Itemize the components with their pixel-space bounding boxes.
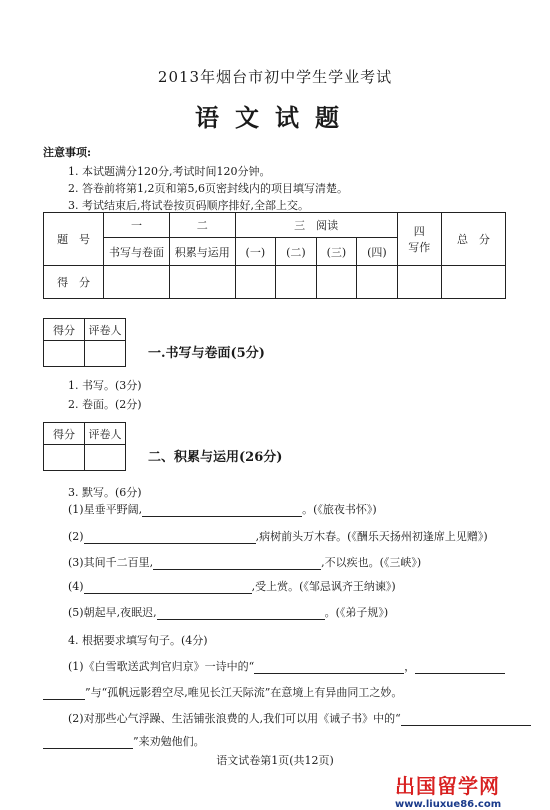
- col1-name: 书写与卷面: [104, 238, 170, 266]
- section1-item: 2. 卷面。(2分): [68, 398, 142, 411]
- answer-blank[interactable]: [401, 712, 531, 726]
- grader-name-label: 评卷人: [85, 423, 126, 445]
- q4-2-line2: ”来劝勉他们。: [43, 733, 205, 749]
- col4-name: 写作: [408, 241, 431, 254]
- score-cell[interactable]: [104, 266, 170, 299]
- section1-title: 一.书写与卷面(5分): [148, 346, 265, 361]
- grader-name-label: 评卷人: [85, 319, 126, 341]
- grader-score-label: 得分: [44, 423, 85, 445]
- grader-name-cell[interactable]: [85, 445, 126, 471]
- col3-head: 三 阅读: [235, 213, 397, 238]
- score-cell[interactable]: [169, 266, 235, 299]
- note-item: 1. 本试题满分120分,考试时间120分钟。: [68, 165, 271, 178]
- section1-item: 1. 书写。(3分): [68, 379, 142, 392]
- exam-title: 2013年烟台市初中学生学业考试: [157, 68, 393, 86]
- col5-head: 总 分: [441, 213, 505, 266]
- notes-heading: 注意事项:: [43, 146, 92, 159]
- col2-num: 二: [169, 213, 235, 238]
- subject-title: 语文试题: [195, 103, 355, 132]
- score-cell[interactable]: [276, 266, 317, 299]
- score-cell[interactable]: [316, 266, 357, 299]
- grader-score-label: 得分: [44, 319, 85, 341]
- grader-score-cell[interactable]: [44, 445, 85, 471]
- grader-name-cell[interactable]: [85, 341, 126, 367]
- col4-head: [397, 213, 441, 266]
- answer-blank[interactable]: [254, 660, 404, 674]
- question-4: 4. 根据要求填写句子。(4分): [68, 634, 208, 647]
- col3-sub: (二): [276, 238, 317, 266]
- col1-num: 一: [104, 213, 170, 238]
- answer-blank[interactable]: [84, 580, 252, 594]
- recite-item-2: (2) ,病树前头万木春。(《酬乐天扬州初逢席上见赠》): [68, 530, 488, 543]
- site-watermark: [395, 770, 545, 810]
- row-score-label: 得 分: [44, 266, 104, 299]
- col3-sub: (四): [357, 238, 398, 266]
- answer-blank[interactable]: [43, 735, 133, 749]
- answer-blank[interactable]: [153, 556, 321, 570]
- answer-blank[interactable]: [84, 530, 256, 544]
- col-title: 题 号: [44, 213, 104, 266]
- score-table: [43, 212, 506, 299]
- answer-blank[interactable]: [415, 660, 505, 674]
- watermark-text: 出国留学网: [395, 774, 500, 798]
- question-3: 3. 默写。(6分): [68, 486, 142, 499]
- col4-num: 四: [413, 225, 425, 238]
- grader-score-cell[interactable]: [44, 341, 85, 367]
- score-cell[interactable]: [441, 266, 505, 299]
- recite-item-1: (1)星垂平野阔, 。(《旅夜书怀》): [68, 503, 377, 516]
- section2-title: 二、积累与运用(26分): [148, 450, 283, 465]
- score-cell[interactable]: [235, 266, 276, 299]
- recite-item-5: (5)朝起早,夜眠迟, 。(《弟子规》): [68, 606, 389, 619]
- note-item: 2. 答卷前将第1,2页和第5,6页密封线内的项目填写清楚。: [68, 182, 348, 195]
- recite-item-4: (4) ,受上赏。(《邹忌讽齐王纳谏》): [68, 580, 396, 593]
- recite-item-3: (3)其间千二百里, ,不以疾也。(《三峡》): [68, 556, 422, 569]
- answer-blank[interactable]: [157, 606, 325, 620]
- answer-blank[interactable]: [43, 686, 85, 700]
- score-cell[interactable]: [397, 266, 441, 299]
- grader-box: [43, 422, 126, 471]
- score-cell[interactable]: [357, 266, 398, 299]
- watermark-url: www.liuxue86.com: [395, 799, 502, 810]
- note-item: 3. 考试结束后,将试卷按页码顺序排好,全部上交。: [68, 199, 309, 212]
- col3-sub: (三): [316, 238, 357, 266]
- q4-1-line1: (1)《白雪歌送武判官归京》一诗中的“ ，: [68, 658, 505, 674]
- grader-box: [43, 318, 126, 367]
- q4-1-line2: ”与“孤帆远影碧空尽,唯见长江天际流”在意境上有异曲同工之妙。: [43, 684, 402, 700]
- q4-2-line1: (2)对那些心气浮躁、生活铺张浪费的人,我们可以用《诫子书》中的“: [68, 710, 531, 726]
- col3-sub: (一): [235, 238, 276, 266]
- answer-blank[interactable]: [142, 503, 302, 517]
- page-footer: 语文试卷第1页(共12页): [216, 754, 334, 767]
- col2-name: 积累与运用: [169, 238, 235, 266]
